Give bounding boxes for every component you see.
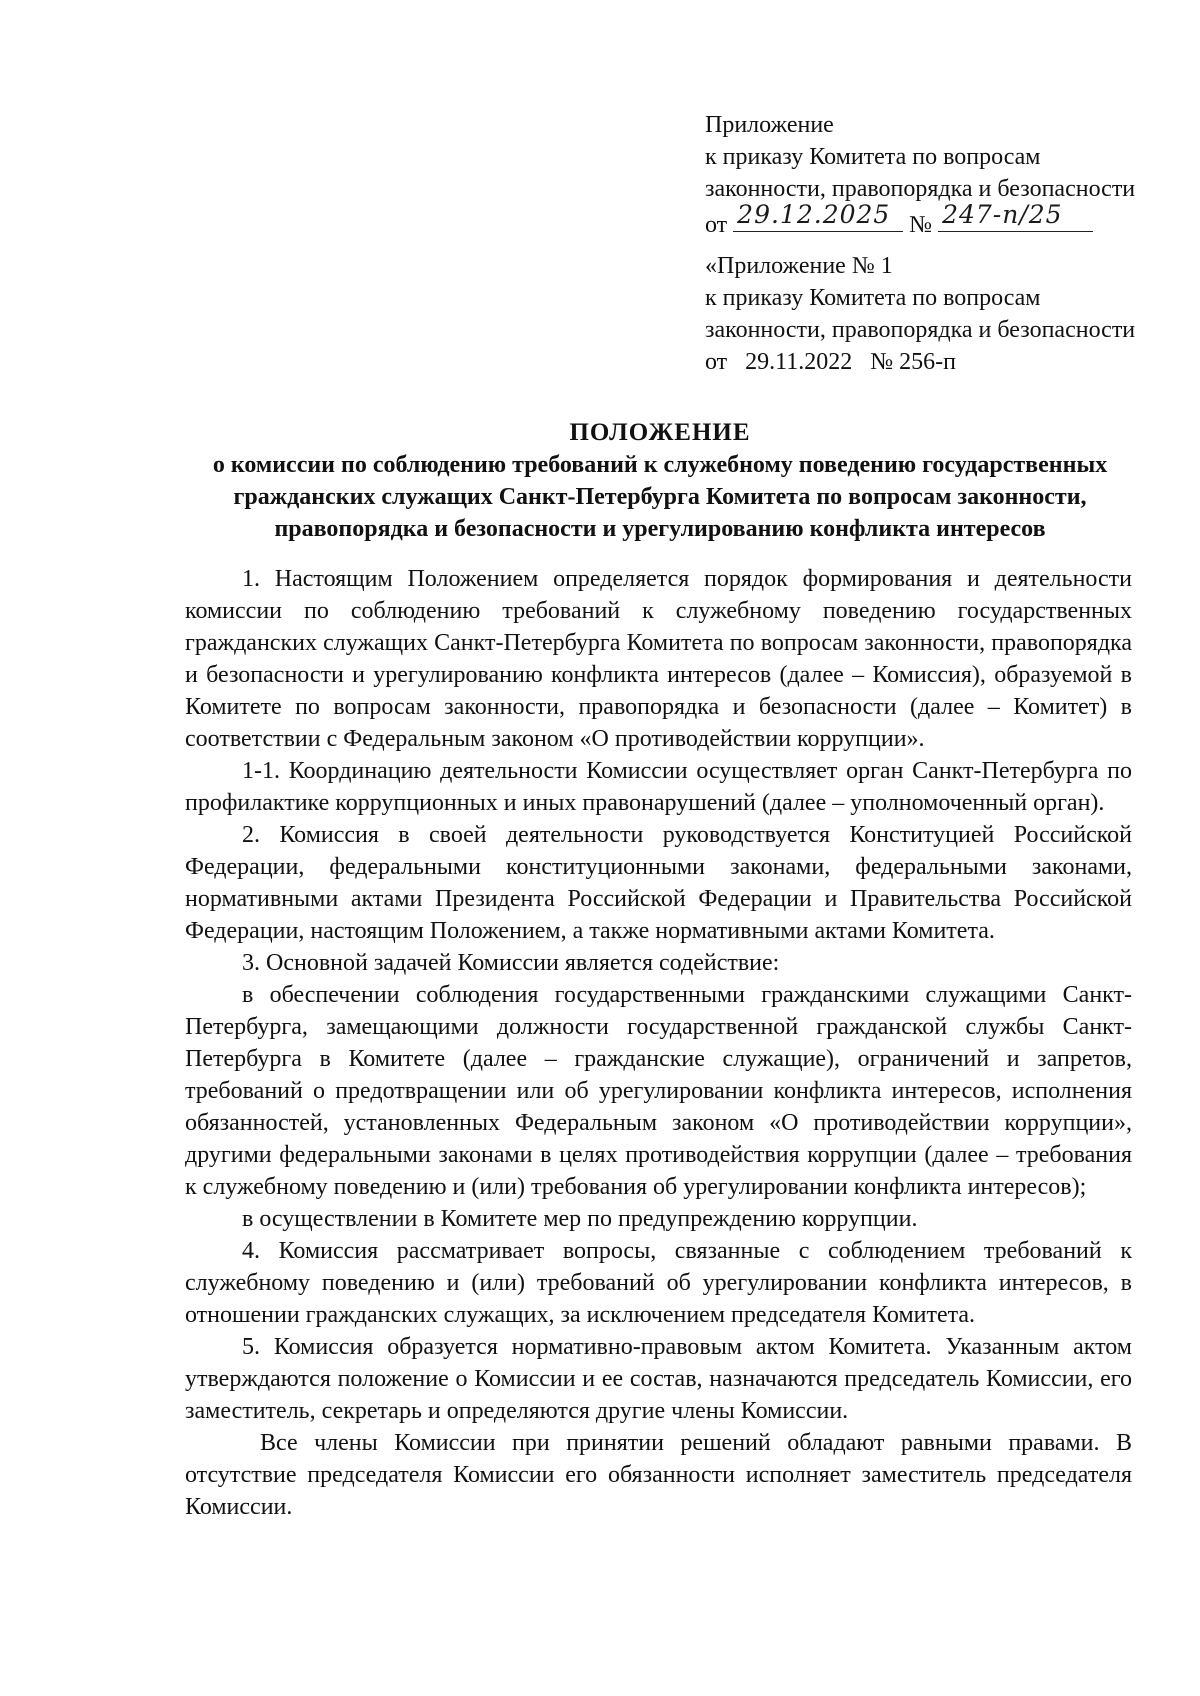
document-title: ПОЛОЖЕНИЕ xyxy=(569,419,751,446)
annex-committee-line: законности, правопорядка и безопасности xyxy=(705,176,1136,202)
document-title-block xyxy=(185,417,1135,545)
quoted-annex-order-line: к приказу Комитета по вопросам xyxy=(705,285,1041,311)
document-body xyxy=(185,563,1132,1523)
quoted-annex-header xyxy=(705,250,1185,378)
paragraph-1: 1. Настоящим Положением определяется порядок формирования и деятельности комиссии по соблюдению требований к служебному поведению государственных гражданских служащих Санкт-Петербурга Комитета по вопросам законности, правопорядка и безопасности и урегулированию конфликта интересов (далее – Комиссия), образуемой в Комитете по вопросам законности, правопорядка и безопасности (далее – Комитет) в соответствии с Федеральным законом «О противодействии коррупции». xyxy=(185,566,1132,752)
annex-title: Приложение xyxy=(705,112,834,138)
paragraph-5-continued: Все члены Комиссии при принятии решений обладают равными правами. В отсутствие председателя Комиссии его обязанности исполняет заместитель председателя Комиссии. xyxy=(185,1430,1132,1520)
annex-header xyxy=(705,109,1185,241)
handwritten-number: 247-п/25 xyxy=(942,200,1063,229)
paragraph-4: 4. Комиссия рассматривает вопросы, связанные с соблюдением требований к служебному поведению и (или) требований об урегулировании конфликта интересов, в отношении гражданских служащих, за исключением председателя Комитета. xyxy=(185,1238,1132,1328)
handwritten-date-field xyxy=(733,200,903,232)
handwritten-date: 29.12.2025 xyxy=(737,200,891,229)
paragraph-3: 3. Основной задачей Комиссии является содействие: xyxy=(242,950,780,976)
annex-order-line: к приказу Комитета по вопросам xyxy=(705,144,1041,170)
document-subtitle: о комиссии по соблюдению требований к служебному поведению государственных гражданских служащих Санкт-Петербурга Комитета по вопросам законности, правопорядка и безопасности и урегулированию конфликта интересов xyxy=(212,452,1108,542)
annex-date-number-line xyxy=(705,200,1185,241)
from-label: от xyxy=(705,212,728,238)
paragraph-1-1: 1-1. Координацию деятельности Комиссии осуществляет орган Санкт-Петербурга по профилактике коррупционных и иных правонарушений (далее – уполномоченный орган). xyxy=(185,758,1132,816)
paragraph-5: 5. Комиссия образуется нормативно-правовым актом Комитета. Указанным актом утверждаются положение о Комиссии и ее состав, назначаются председатель Комиссии, его заместитель, секретарь и определяются другие члены Комиссии. xyxy=(185,1334,1132,1424)
paragraph-2: 2. Комиссия в своей деятельности руководствуется Конституцией Российской Федерации, федеральными конституционными законами, федеральными законами, нормативными актами Президента Российской Федерации и Правительства Российской Федерации, настоящим Положением, а также нормативными актами Комитета. xyxy=(185,822,1132,944)
handwritten-number-field xyxy=(938,200,1093,232)
number-label: № xyxy=(909,212,933,238)
quoted-annex-committee-line: законности, правопорядка и безопасности xyxy=(705,317,1136,343)
paragraph-3-item-2: в осуществлении в Комитете мер по предупреждению коррупции. xyxy=(242,1206,918,1232)
quoted-annex-title: «Приложение № 1 xyxy=(705,253,893,279)
quoted-annex-date-line: от 29.11.2022 № 256-п xyxy=(705,349,957,375)
paragraph-3-item-1: в обеспечении соблюдения государственными гражданскими служащими Санкт-Петербурга, замещающими должности государственной гражданской службы Санкт-Петербурга в Комитете (далее – гражданские служащие), ограничений и запретов, требований о предотвращении или об урегулировании конфликта интересов, исполнения обязанностей, установленных Федеральным законом «О противодействии коррупции», другими федеральными законами в целях противодействия коррупции (далее – требования к служебному поведению и (или) требования об урегулировании конфликта интересов); xyxy=(185,982,1132,1200)
